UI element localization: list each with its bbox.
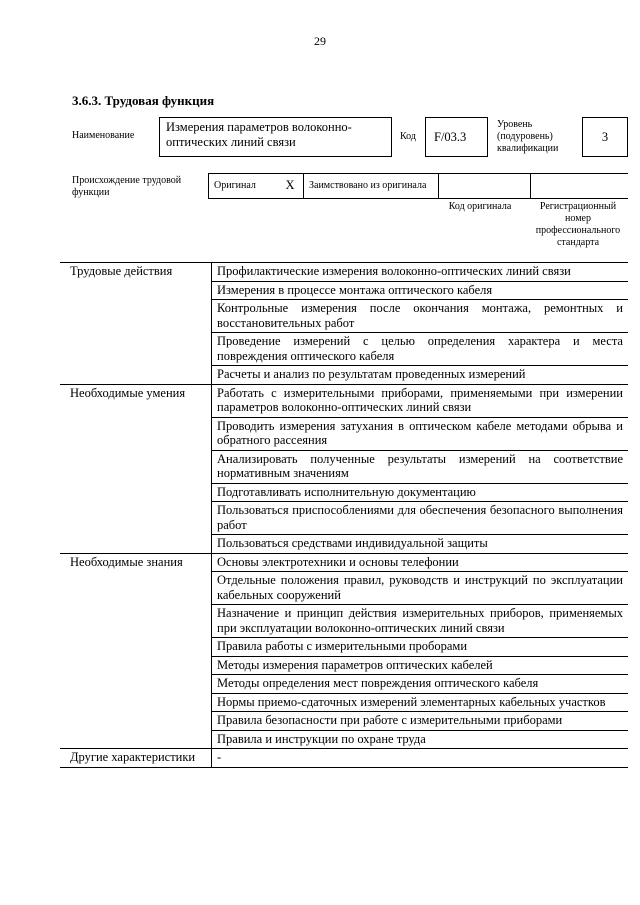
- group-item: Пользоваться средствами индивидуальной защиты: [212, 535, 629, 554]
- level-label: Уровень (подуровень) квалификации: [497, 119, 559, 154]
- table-row: [60, 749, 628, 768]
- group-item: Правила и инструкции по охране труда: [212, 730, 629, 749]
- borrowed-label: Заимствовано из оригинала: [304, 174, 439, 198]
- group-item: Пользоваться приспособлениями для обеспечения безопасного выполнения работ: [212, 502, 629, 535]
- table-row: [60, 263, 628, 282]
- group-item: Отдельные положения правил, руководств и инструкций по эксплуатации кабельных сооружений: [212, 572, 629, 605]
- group-item: Расчеты и анализ по результатам проведенных измерений: [212, 366, 629, 385]
- group-label: Необходимые знания: [60, 553, 212, 749]
- reg-number-caption: Регистрационный номер профессионального стандарта: [535, 201, 621, 248]
- group-item: Назначение и принцип действия измерительных приборов, применяемых при эксплуатации волоконно-оптических линий связи: [212, 605, 629, 638]
- code-label: Код: [400, 131, 416, 142]
- code-value: F/03.3: [425, 117, 488, 157]
- group-item: Методы определения мест повреждения оптического кабеля: [212, 675, 629, 694]
- group-label: Трудовые действия: [60, 263, 212, 385]
- group-item: Методы измерения параметров оптических кабелей: [212, 656, 629, 675]
- name-value: Измерения параметров волоконно-оптических линий связи: [159, 117, 392, 157]
- group-item: Анализировать полученные результаты измерений на соответствие нормативным значениям: [212, 450, 629, 483]
- level-value: 3: [582, 117, 628, 157]
- group-item: Подготавливать исполнительную документацию: [212, 483, 629, 502]
- group-item: Правила работы с измерительными проборами: [212, 638, 629, 657]
- group-item: Измерения в процессе монтажа оптического кабеля: [212, 281, 629, 300]
- origin-label: Происхождение трудовой функции: [72, 175, 182, 198]
- group-item: Работать с измерительными приборами, применяемыми при измерении параметров волоконно-оптических линий связи: [212, 384, 629, 417]
- page-number: 29: [314, 34, 326, 48]
- table-row: [60, 384, 628, 417]
- group-item: Нормы приемо-сдаточных измерений элементарных кабельных участков: [212, 693, 629, 712]
- name-label: Наименование: [72, 130, 135, 141]
- labor-function-table: [60, 262, 628, 768]
- group-item: Правила безопасности при работе с измерительными приборами: [212, 712, 629, 731]
- original-label: Оригинал: [214, 180, 256, 191]
- group-label: Необходимые умения: [60, 384, 212, 553]
- group-item: Контрольные измерения после окончания монтажа, ремонтных и восстановительных работ: [212, 300, 629, 333]
- reg-number-cell: [531, 174, 629, 198]
- original-mark: X: [277, 174, 304, 198]
- section-title: 3.6.3. Трудовая функция: [72, 93, 215, 108]
- group-item: Профилактические измерения волоконно-оптических линий связи: [212, 263, 629, 282]
- group-label: Другие характеристики: [60, 749, 212, 768]
- code-original-cell: [439, 174, 531, 198]
- group-item: -: [212, 749, 629, 768]
- group-item: Проводить измерения затухания в оптическом кабеле методами обрыва и обратного рассеяния: [212, 417, 629, 450]
- group-item: Основы электротехники и основы телефонии: [212, 553, 629, 572]
- table-row: [60, 553, 628, 572]
- group-item: Проведение измерений с целью определения характера и места повреждения оптического кабеля: [212, 333, 629, 366]
- origin-table: [208, 173, 628, 199]
- code-original-caption: Код оригинала: [448, 201, 512, 212]
